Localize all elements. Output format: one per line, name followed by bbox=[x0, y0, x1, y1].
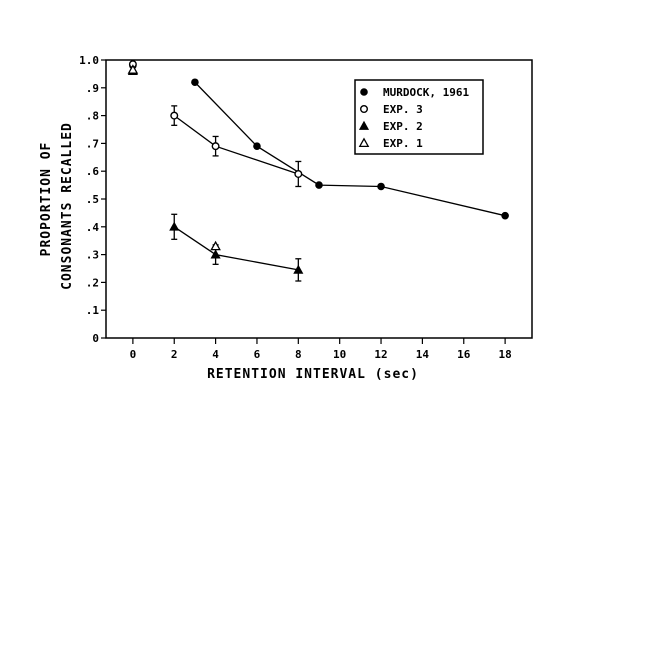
series-2-error-group bbox=[171, 214, 301, 281]
data-point bbox=[170, 223, 178, 231]
y-tick-label: .4 bbox=[85, 220, 99, 234]
legend-label: EXP. 3 bbox=[383, 103, 423, 116]
data-point bbox=[192, 79, 199, 86]
data-point bbox=[316, 182, 323, 189]
y-tick-label: 0 bbox=[92, 332, 99, 345]
x-tick-label: 10 bbox=[333, 348, 347, 361]
y-tick-label: .8 bbox=[85, 109, 99, 123]
series-2-line-group bbox=[174, 227, 298, 270]
y-tick-label: .3 bbox=[85, 248, 99, 262]
x-tick-label: 2 bbox=[170, 348, 178, 361]
y-tick-label: .6 bbox=[85, 165, 99, 179]
x-tick-label: 8 bbox=[295, 348, 302, 361]
legend-marker bbox=[361, 89, 368, 96]
y-axis-title-line1: PROPORTION OF bbox=[39, 141, 54, 257]
data-point bbox=[211, 242, 219, 250]
x-tick-label: 0 bbox=[129, 348, 137, 361]
series-1-error-group bbox=[171, 106, 301, 187]
data-point bbox=[378, 183, 385, 190]
legend bbox=[355, 80, 483, 154]
legend-marker bbox=[361, 106, 368, 113]
series-1-points bbox=[130, 61, 302, 177]
x-tick-label: 6 bbox=[253, 348, 261, 361]
data-point bbox=[502, 212, 509, 219]
y-tick-label: .5 bbox=[85, 193, 99, 206]
data-point bbox=[212, 143, 219, 150]
legend-label: MURDOCK, 1961 bbox=[383, 86, 470, 99]
x-axis bbox=[130, 338, 512, 361]
series-line bbox=[174, 227, 298, 270]
y-tick-label: .7 bbox=[85, 137, 99, 151]
y-tick-label: 1.0 bbox=[79, 54, 99, 67]
y-tick-label: .2 bbox=[85, 276, 99, 290]
legend-label: EXP. 1 bbox=[383, 137, 423, 150]
y-tick-label: .9 bbox=[85, 81, 99, 95]
y-axis bbox=[79, 54, 106, 345]
x-tick-label: 12 bbox=[374, 348, 388, 361]
x-tick-label: 4 bbox=[212, 348, 219, 361]
x-tick-label: 16 bbox=[457, 348, 471, 361]
y-axis-title-line2: CONSONANTS RECALLED bbox=[60, 122, 75, 290]
data-point bbox=[295, 171, 302, 178]
x-tick-label: 18 bbox=[498, 348, 512, 361]
x-tick-label: 14 bbox=[415, 348, 430, 361]
data-point bbox=[254, 143, 261, 150]
data-point bbox=[211, 250, 219, 258]
x-axis-title: RETENTION INTERVAL (sec) bbox=[207, 367, 419, 382]
y-tick-label: .1 bbox=[85, 304, 99, 318]
data-point bbox=[171, 112, 178, 119]
legend-label: EXP. 2 bbox=[383, 120, 423, 133]
